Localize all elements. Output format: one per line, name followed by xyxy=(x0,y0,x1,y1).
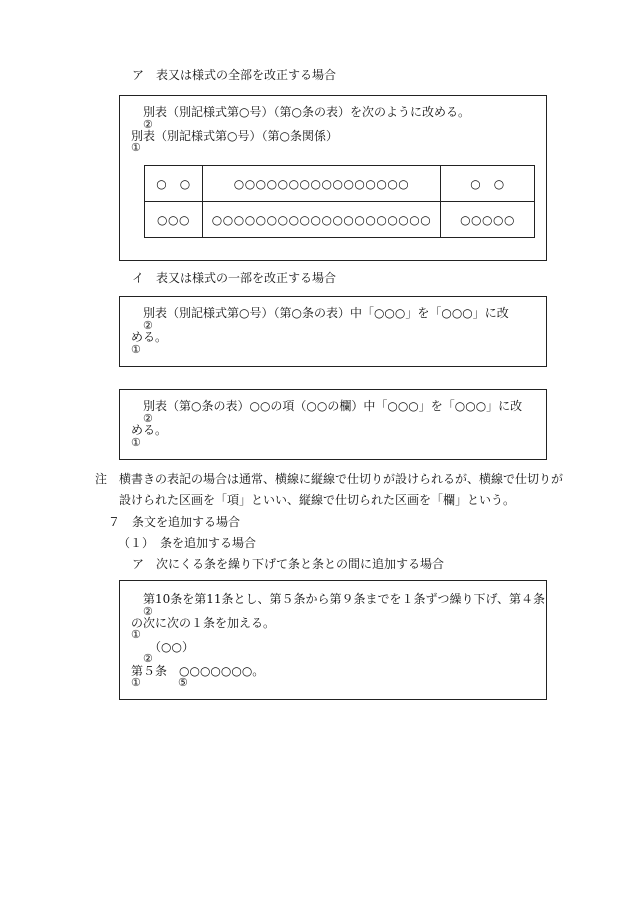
note-line1: 注 横書きの表記の場合は通常、横線に縦線で仕切りが設けられるが、横線で仕切りが xyxy=(95,472,564,486)
box1-line1: 別表（別記様式第○号）（第○条の表）を次のように改める。 xyxy=(143,105,470,119)
box4-mark2: ① xyxy=(131,628,141,641)
table-cell: ○○○○○○○○○○○○○○○○○○○○ xyxy=(203,202,441,238)
table-cell: ○○○○○ xyxy=(441,202,535,238)
box2-line2: める。 xyxy=(131,330,168,344)
subsection-1-a-heading: ア 次にくる条を繰り下げて条と条との間に追加する場合 xyxy=(132,557,445,571)
table-cell: ○○○ xyxy=(145,202,203,238)
box4-line2: の次に次の１条を加える。 xyxy=(131,616,276,630)
box2-mark2: ① xyxy=(131,343,141,356)
table-row xyxy=(145,202,535,238)
subsection-1-heading: （１） 条を追加する場合 xyxy=(118,536,257,550)
box4-line1: 第10条を第11条とし、第５条から第９条までを１条ずつ繰り下げ、第４条 xyxy=(143,592,546,606)
heading-i: イ 表又は様式の一部を改正する場合 xyxy=(132,271,337,285)
box3-mark2: ① xyxy=(131,436,141,449)
box2-line1: 別表（別記様式第○号）（第○条の表）中「○○○」を「○○○」に改 xyxy=(143,306,509,320)
box3-line1: 別表（第○条の表）○○の項（○○の欄）中「○○○」を「○○○」に改 xyxy=(143,399,523,413)
box4-mark1: ② xyxy=(143,605,153,618)
heading-a: ア 表又は様式の全部を改正する場合 xyxy=(132,68,337,82)
box2-mark1: ② xyxy=(143,319,153,332)
table-cell: ○ ○ xyxy=(441,166,535,202)
section-7-heading: ７ 条文を追加する場合 xyxy=(108,515,241,529)
table-row xyxy=(145,166,535,202)
box4-line3: （○○） xyxy=(149,640,194,654)
table-cell: ○○○○○○○○○○○○○○○○ xyxy=(203,166,441,202)
box4-mark4: ① xyxy=(131,676,141,689)
box1-mark2: ① xyxy=(131,141,141,154)
box3-mark1: ② xyxy=(143,412,153,425)
box1-line2: 別表（別記様式第○号）（第○条関係） xyxy=(131,129,338,143)
box4-line4: 第５条 ○○○○○○○。 xyxy=(131,664,265,678)
note-line2: 設けられた区画を「項」といい、縦線で仕切られた区画を「欄」という。 xyxy=(119,493,516,507)
box3-line2: める。 xyxy=(131,423,168,437)
box4-mark3: ② xyxy=(143,652,153,665)
box1-mark1: ② xyxy=(143,118,153,131)
sample-table xyxy=(144,165,535,238)
box4-mark5: ⑤ xyxy=(178,676,188,689)
table-cell: ○ ○ xyxy=(145,166,203,202)
